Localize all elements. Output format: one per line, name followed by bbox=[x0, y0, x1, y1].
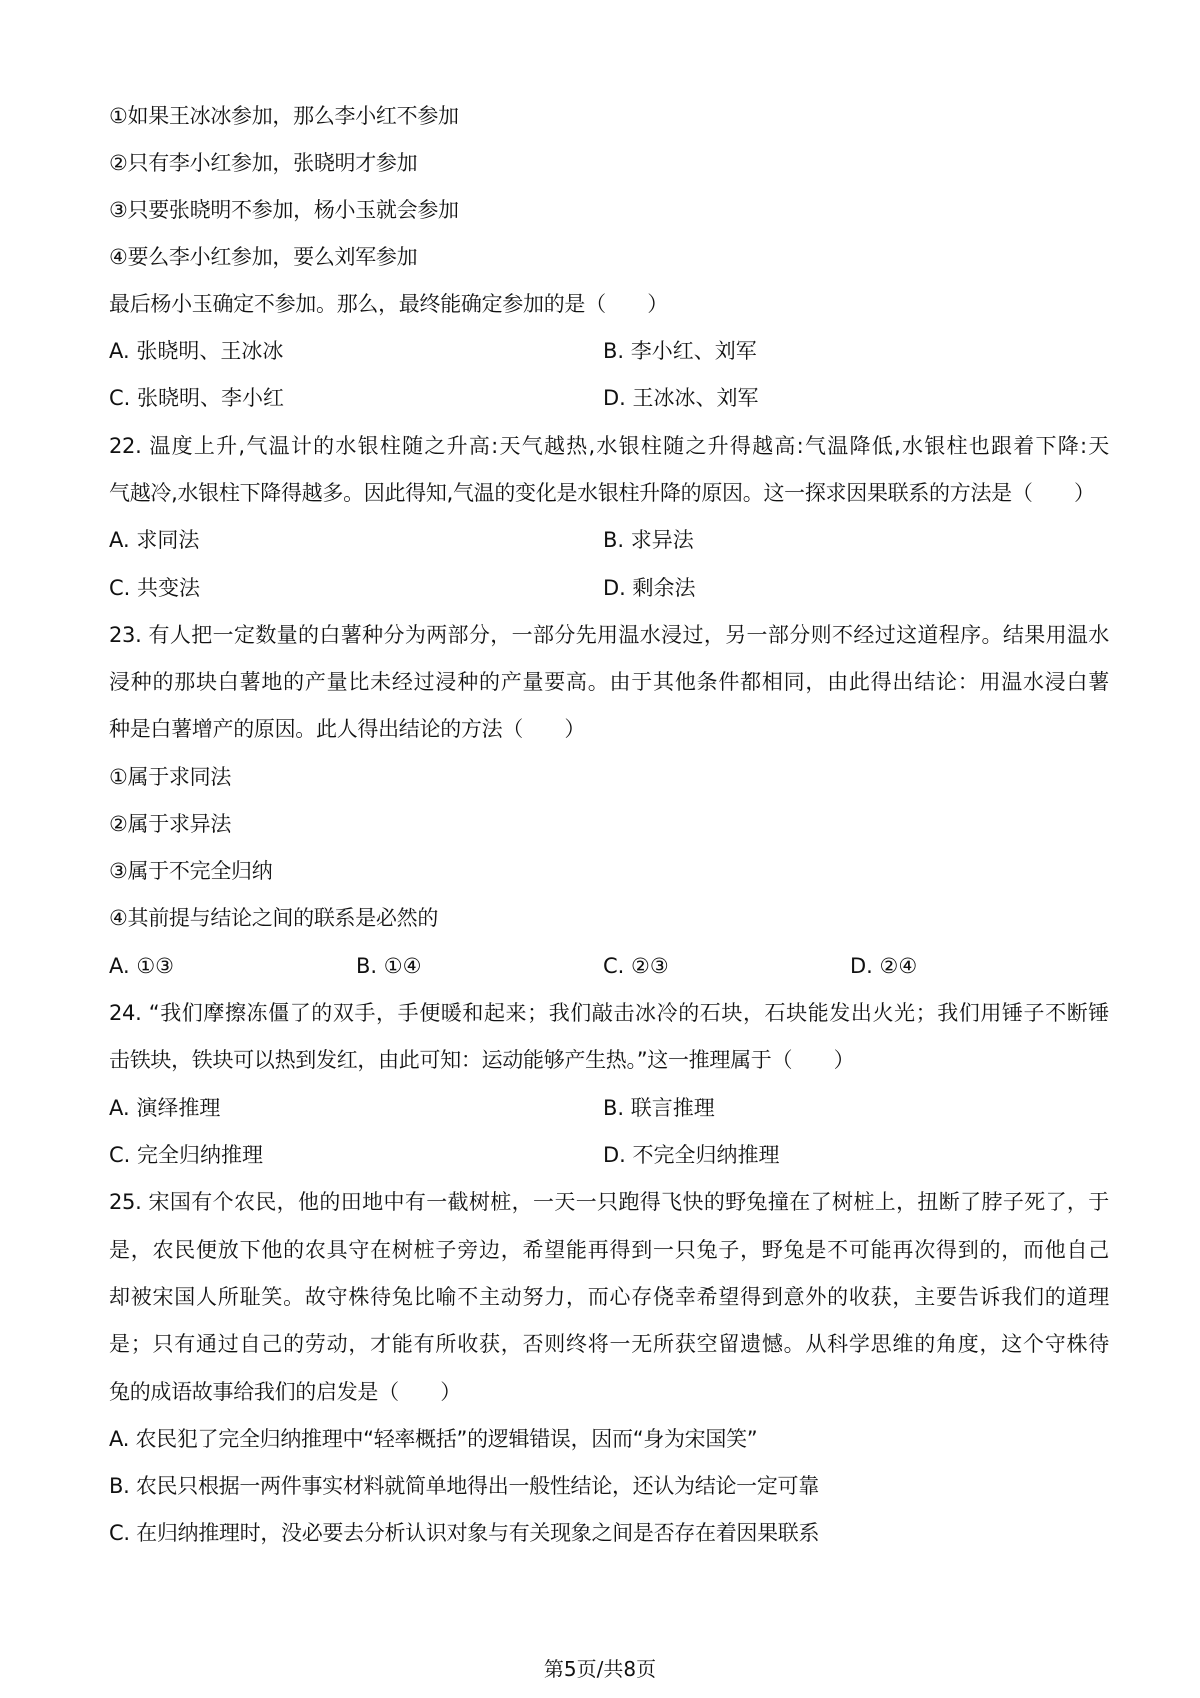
q23-stem-line-3: 种是白薯增产的原因。此人得出结论的方法（ ） bbox=[109, 717, 586, 741]
q23-option-d: D. ②④ bbox=[850, 954, 918, 978]
q23-stem-line-2: 浸种的那块白薯地的产量比未经过浸种的产量要高。由于其他条件都相同，由此得出结论：用温水浸白薯 bbox=[109, 670, 1109, 694]
q24-option-c: C. 完全归纳推理 bbox=[109, 1143, 264, 1167]
q25-option-b: B. 农民只根据一两件事实材料就简单地得出一般性结论，还认为结论一定可靠 bbox=[109, 1474, 819, 1498]
q25-option-a: A. 农民犯了完全归纳推理中“轻率概括”的逻辑错误，因而“身为宋国笑” bbox=[109, 1427, 758, 1451]
q23-option-c: C. ②③ bbox=[603, 954, 669, 978]
q23-statement-2: ②属于求异法 bbox=[109, 812, 232, 836]
q21-option-a: A. 张晓明、王冰冰 bbox=[109, 339, 284, 363]
q23-statement-3: ③属于不完全归纳 bbox=[109, 859, 273, 883]
q25-stem-line-2: 是，农民便放下他的农具守在树桩子旁边，希望能再得到一只兔子，野兔是不可能再次得到的，而他自己 bbox=[109, 1238, 1109, 1262]
q21-condition-1: ①如果王冰冰参加，那么李小红不参加 bbox=[109, 104, 459, 128]
q21-stem: 最后杨小玉确定不参加。那么，最终能确定参加的是（ ） bbox=[109, 292, 668, 316]
q21-option-b: B. 李小红、刘军 bbox=[603, 339, 757, 363]
q22-option-d: D. 剩余法 bbox=[603, 576, 696, 600]
q25-stem-line-1: 25. 宋国有个农民，他的田地中有一截树桩，一天一只跑得飞快的野兔撞在了树桩上，扭断了脖子死了，于 bbox=[109, 1190, 1109, 1214]
q25-stem-line-4: 是；只有通过自己的劳动，才能有所收获，否则终将一无所获空留遗憾。从科学思维的角度，这个守株待 bbox=[109, 1332, 1109, 1356]
q23-statement-4: ④其前提与结论之间的联系是必然的 bbox=[109, 906, 439, 930]
q25-stem-line-5: 兔的成语故事给我们的启发是（ ） bbox=[109, 1380, 461, 1404]
q22-stem-line-1: 22. 温度上升,气温计的水银柱随之升高:天气越热,水银柱随之升得越高:气温降低,水银柱也跟着下降:天 bbox=[109, 434, 1109, 458]
q22-option-b: B. 求异法 bbox=[603, 528, 694, 552]
page-number: 第5页/共8页 bbox=[543, 1657, 657, 1681]
q23-stem-line-1: 23. 有人把一定数量的白薯种分为两部分，一部分先用温水浸过，另一部分则不经过这道程序。结果用温水 bbox=[109, 623, 1109, 647]
q24-option-b: B. 联言推理 bbox=[603, 1096, 715, 1120]
q22-stem-line-2: 气越冷,水银柱下降得越多。因此得知,气温的变化是水银柱升降的原因。这一探求因果联系的方法是（ ） bbox=[109, 481, 1095, 505]
q25-option-c: C. 在归纳推理时，没必要去分析认识对象与有关现象之间是否存在着因果联系 bbox=[109, 1521, 820, 1545]
q21-option-d: D. 王冰冰、刘军 bbox=[603, 386, 759, 410]
q22-option-c: C. 共变法 bbox=[109, 576, 201, 600]
q21-condition-4: ④要么李小红参加，要么刘军参加 bbox=[109, 245, 418, 269]
q24-stem-line-1: 24. “我们摩擦冻僵了的双手，手便暖和起来；我们敲击冰冷的石块，石块能发出火光；我们用锤子不断锤 bbox=[109, 1001, 1109, 1025]
q24-option-d: D. 不完全归纳推理 bbox=[603, 1143, 780, 1167]
q23-statement-1: ①属于求同法 bbox=[109, 765, 232, 789]
q22-option-a: A. 求同法 bbox=[109, 528, 200, 552]
q23-option-a: A. ①③ bbox=[109, 954, 174, 978]
q25-stem-line-3: 却被宋国人所耻笑。故守株待兔比喻不主动努力，而心存侥幸希望得到意外的收获，主要告诉我们的道理 bbox=[109, 1285, 1109, 1309]
q23-option-b: B. ①④ bbox=[356, 954, 422, 978]
q21-condition-2: ②只有李小红参加，张晓明才参加 bbox=[109, 151, 418, 175]
q24-stem-line-2: 击铁块，铁块可以热到发红，由此可知：运动能够产生热。”这一推理属于（ ） bbox=[109, 1048, 855, 1072]
q21-condition-3: ③只要张晓明不参加，杨小玉就会参加 bbox=[109, 198, 459, 222]
q21-option-c: C. 张晓明、李小红 bbox=[109, 386, 285, 410]
q24-option-a: A. 演绎推理 bbox=[109, 1096, 221, 1120]
